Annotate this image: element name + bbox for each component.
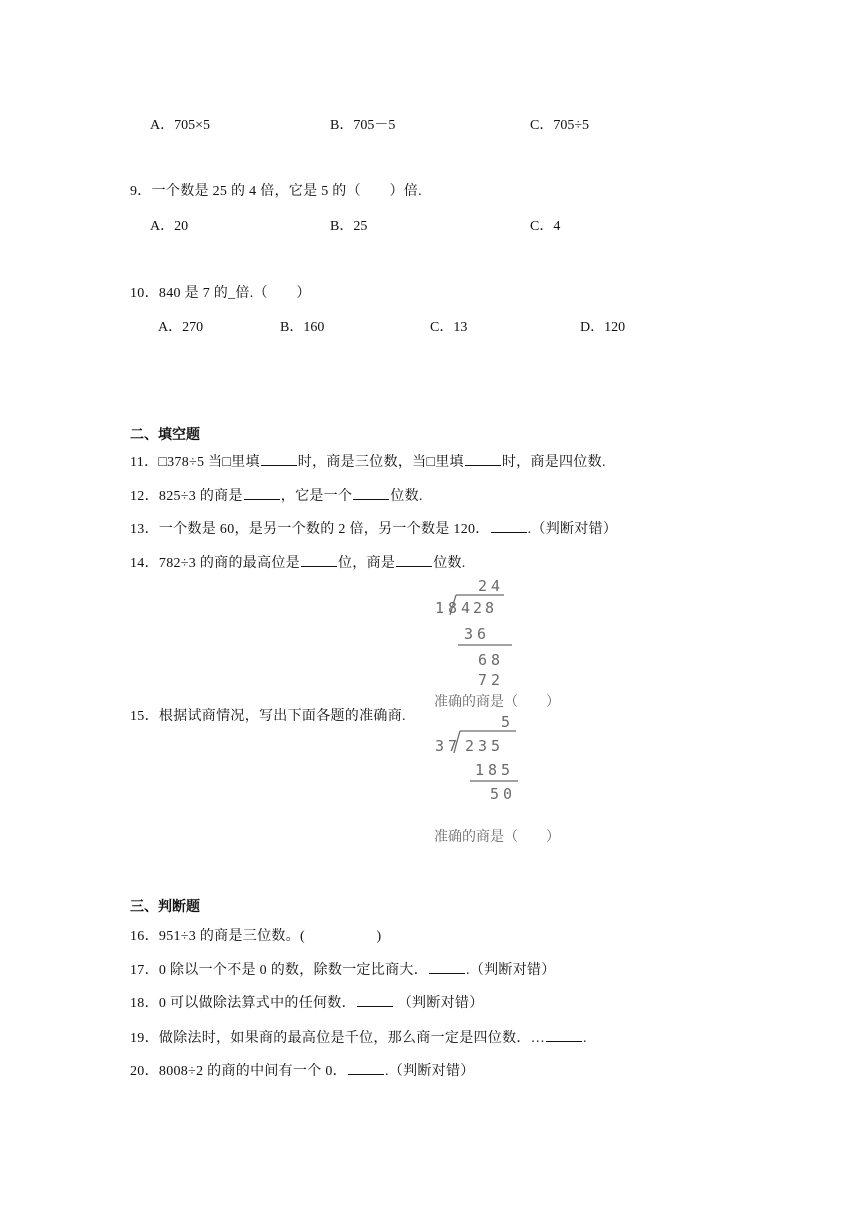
- q18-blank[interactable]: [357, 992, 393, 1007]
- div1-divisor: 18: [435, 599, 462, 617]
- q19-blank[interactable]: [546, 1027, 582, 1042]
- q19-part2: .: [583, 1031, 587, 1046]
- q20-part1: 20．8008÷2 的商的中间有一个 0．: [130, 1064, 347, 1079]
- q13-part1: 13．一个数是 60，是另一个数的 2 倍，另一个数是 120．: [130, 522, 490, 537]
- div1-answer-label: 准确的商是（ ）: [434, 694, 560, 710]
- div2-dividend: 235: [465, 737, 505, 755]
- q16-text: 16．951÷3 的商是三位数。( ): [130, 929, 382, 944]
- q12-blank-2[interactable]: [353, 485, 389, 500]
- q18: [130, 992, 484, 1012]
- div2-divisor: 37: [435, 737, 462, 755]
- q9-option-c[interactable]: C．4: [530, 219, 561, 234]
- long-division-figure: [420, 575, 560, 855]
- q14-blank-2[interactable]: [396, 552, 432, 567]
- q9-option-a[interactable]: A．20: [150, 219, 189, 234]
- q17-part2: .（判断对错）: [466, 963, 556, 978]
- q11-part2: 时，商是三位数，当□里填: [297, 455, 464, 470]
- q20: [130, 1060, 475, 1080]
- div2-remainder1: 50: [490, 785, 517, 803]
- q17-part1: 17．0 除以一个不是 0 的数，除数一定比商大．: [130, 963, 428, 978]
- div1-dividend: 428: [461, 599, 498, 617]
- q11-blank-2[interactable]: [465, 451, 501, 466]
- q11-part1: 11．□378÷5 当□里填: [130, 455, 260, 470]
- q11-blank-1[interactable]: [261, 451, 297, 466]
- q10-option-c[interactable]: C．13: [430, 320, 468, 335]
- div2-quotient: 5: [501, 713, 511, 731]
- q18-part2: （判断对错）: [397, 996, 484, 1011]
- q19-part1: 19．做除法时，如果商的最高位是千位，那么商一定是四位数．…: [130, 1031, 545, 1046]
- div1-quotient: 24: [478, 577, 505, 595]
- q12: [130, 485, 423, 505]
- q12-part3: 位数.: [390, 489, 423, 504]
- q14-blank-1[interactable]: [301, 552, 337, 567]
- q17-blank[interactable]: [429, 959, 465, 974]
- q13-part2: .（判断对错）: [527, 522, 618, 537]
- q11: [130, 451, 606, 471]
- q9-option-b[interactable]: B．25: [330, 219, 368, 234]
- div1-step1: 36: [464, 625, 491, 643]
- q8-option-b[interactable]: B．705－5: [330, 118, 396, 133]
- q12-part2: ，它是一个: [280, 489, 353, 504]
- div1-step2: 72: [478, 671, 505, 689]
- div2-step1: 185: [475, 761, 515, 779]
- q20-part2: .（判断对错）: [384, 1064, 475, 1079]
- q11-part3: 时，商是四位数.: [501, 455, 606, 470]
- q12-blank-1[interactable]: [244, 485, 280, 500]
- q13-blank[interactable]: [491, 518, 527, 533]
- q10-option-a[interactable]: A．270: [158, 320, 204, 335]
- q8-option-a[interactable]: A．705×5: [150, 118, 211, 133]
- q10-option-b[interactable]: B．160: [280, 320, 325, 335]
- div2-answer-label: 准确的商是（ ）: [434, 829, 560, 845]
- q10-text: 10．840 是 7 的_倍.（ ）: [130, 286, 311, 301]
- q9-text: 9．一个数是 25 的 4 倍，它是 5 的（ ）倍.: [130, 184, 422, 199]
- section-fill-blank-title: 二、填空题: [130, 426, 200, 442]
- q20-blank[interactable]: [348, 1060, 384, 1075]
- div1-remainder1: 68: [478, 651, 505, 669]
- q10-option-d[interactable]: D．120: [580, 320, 626, 335]
- q12-part1: 12．825÷3 的商是: [130, 489, 243, 504]
- q14-part3: 位数.: [433, 556, 466, 571]
- q18-part1: 18．0 可以做除法算式中的任何数．: [130, 996, 356, 1011]
- q19: [130, 1027, 587, 1047]
- q8-option-c[interactable]: C．705÷5: [530, 118, 590, 133]
- q15-text: 15．根据试商情况，写出下面各题的准确商.: [130, 709, 406, 724]
- section-true-false-title: 三、判断题: [130, 898, 200, 914]
- q14: [130, 552, 466, 572]
- q14-part2: 位，商是: [337, 556, 396, 571]
- q17: [130, 959, 556, 979]
- q14-part1: 14．782÷3 的商的最高位是: [130, 556, 300, 571]
- q13: [130, 518, 617, 538]
